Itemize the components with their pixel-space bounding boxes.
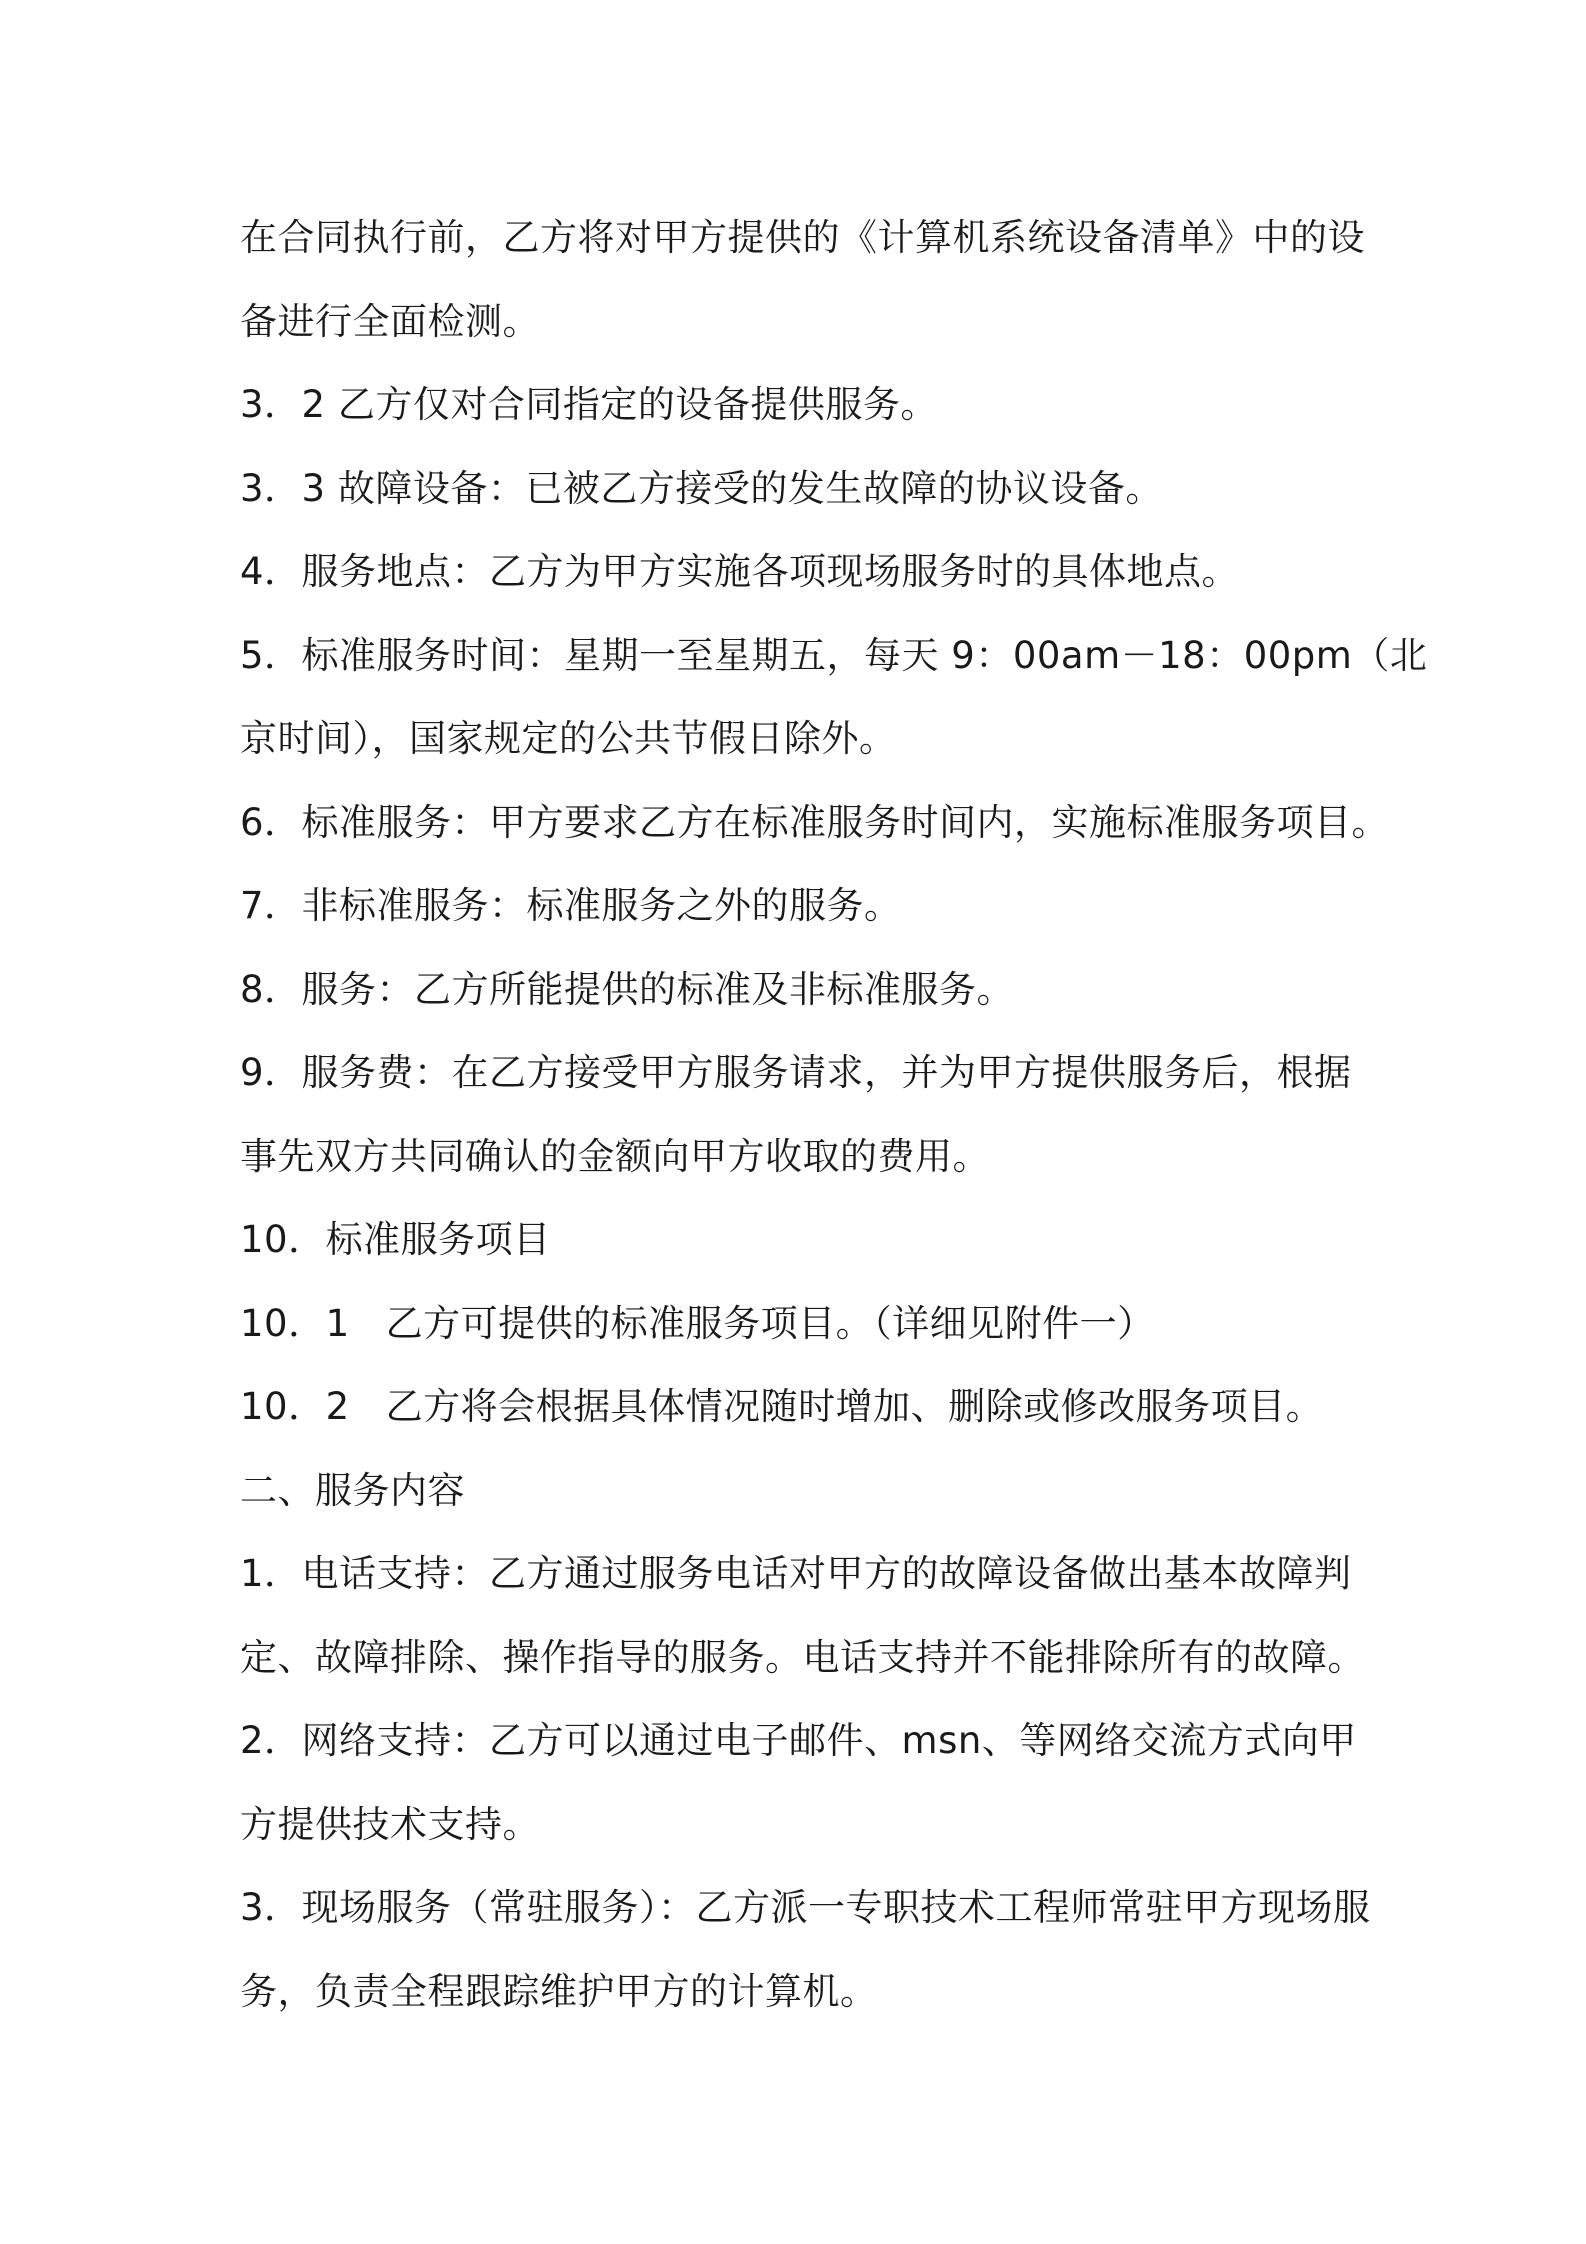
numbered-item [240,1365,1390,1449]
paragraph-line: 备进行全面检测。 [240,299,540,343]
document-body [240,196,1428,2033]
paragraph-line: 定、故障排除、操作指导的服务。电话支持并不能排除所有的故障。 [240,1635,1365,1679]
item-number: 10．1 [240,1301,350,1345]
numbered-item [240,1282,1390,1366]
paragraph-line: 3．2 乙方仅对合同指定的设备提供服务。 [240,383,938,426]
paragraph-line: 京时间），国家规定的公共节假日除外。 [240,717,897,760]
paragraph-line: 4．服务地点：乙方为甲方实施各项现场服务时的具体地点。 [240,550,1240,593]
paragraph-line: 3．现场服务（常驻服务）：乙方派一专职技术工程师常驻甲方现场服 [240,1886,1371,1929]
paragraph-line: 务，负责全程跟踪维护甲方的计算机。 [240,1969,878,2013]
paragraph-line: 在合同执行前，乙方将对甲方提供的《计算机系统设备清单》中的设 [240,216,1365,259]
paragraph-line: 事先双方共同确认的金额向甲方收取的费用。 [240,1134,990,1178]
item-text: 乙方将会根据具体情况随时增加、删除或修改服务项目。 [385,1385,1324,1428]
section-heading: 二、服务内容 [240,1468,465,1512]
item-text: 乙方可提供的标准服务项目。（详细见附件一） [385,1301,1155,1345]
section-heading: 10．标准服务项目 [240,1218,551,1261]
paragraph-line: 1．电话支持：乙方通过服务电话对甲方的故障设备做出基本故障判 [240,1552,1352,1595]
paragraph-line: 3．3 故障设备：已被乙方接受的发生故障的协议设备。 [240,466,1163,510]
item-number: 10．2 [240,1385,350,1428]
paragraph-line: 5．标准服务时间：星期一至星期五，每天 9：00am－18：00pm（北 [240,633,1428,677]
paragraph-line: 8．服务：乙方所能提供的标准及非标准服务。 [240,967,1015,1011]
paragraph-line: 6．标准服务：甲方要求乙方在标准服务时间内，实施标准服务项目。 [240,800,1390,844]
paragraph-line: 方提供技术支持。 [240,1802,540,1846]
paragraph-line: 7．非标准服务：标准服务之外的服务。 [240,884,902,927]
paragraph-line: 9．服务费：在乙方接受甲方服务请求，并为甲方提供服务后，根据 [240,1051,1352,1094]
paragraph-line: 2．网络支持：乙方可以通过电子邮件、msn、等网络交流方式向甲 [240,1719,1357,1762]
